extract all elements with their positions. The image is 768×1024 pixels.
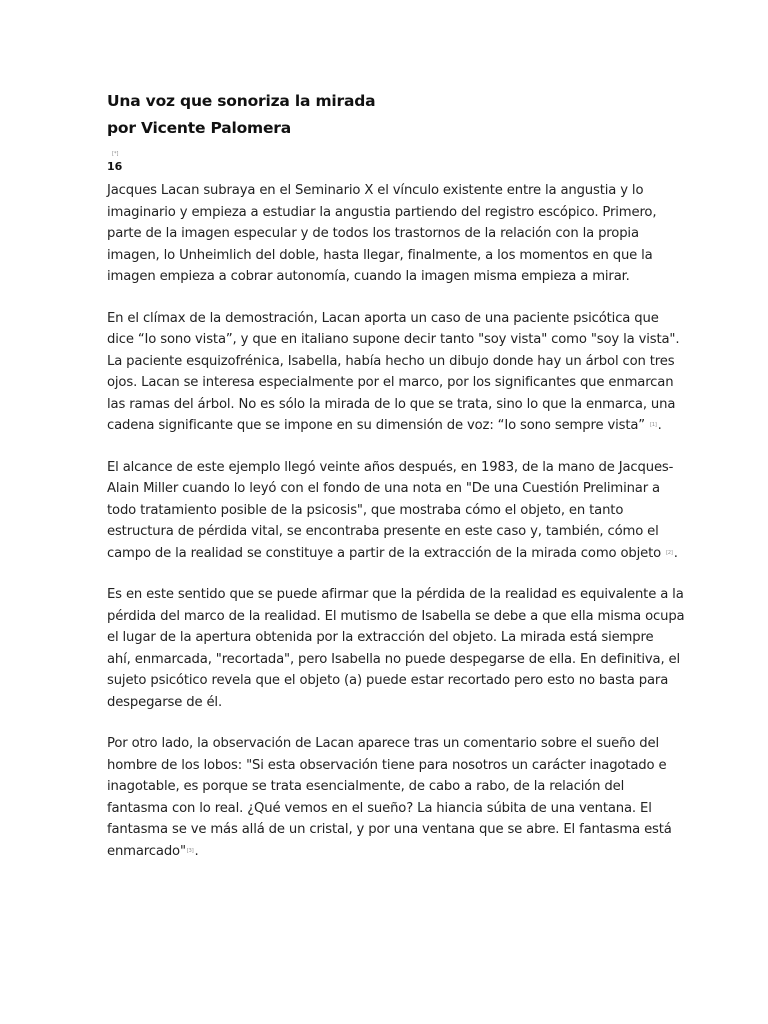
- paragraph-line: despegarse de él.: [107, 694, 222, 710]
- paragraph-line: imaginario y empieza a estudiar la angustia partiendo del registro escópico. Primero,: [107, 204, 657, 220]
- reference-number: 16: [107, 160, 123, 173]
- paragraph-tail: .: [673, 545, 678, 561]
- footnote-link[interactable]: [1]: [650, 422, 657, 428]
- paragraph-line: imagen empieza a cobrar autonomía, cuando la imagen misma empieza a mirar.: [107, 269, 630, 284]
- paragraph-tail: .: [194, 843, 199, 859]
- reference-mark[interactable]: [*]: [112, 151, 119, 157]
- paragraph-line: imagen, lo Unheimlich del doble, hasta llegar, finalmente, a los momentos en que la: [107, 247, 653, 263]
- paragraph-line: El alcance de este ejemplo llegó veinte años después, en 1983, de la mano de Jacques-: [107, 459, 674, 475]
- paragraph-3: [107, 457, 678, 565]
- paragraph-line: hombre de los lobos: "Si esta observación tiene para nosotros un carácter inagotado e: [107, 757, 667, 773]
- paragraph-line: ojos. Lacan se interesa especialmente por el marco, por los significantes que enmarcan: [107, 375, 674, 390]
- paragraph-line: ahí, enmarcada, "recortada", pero Isabella no puede despegarse de ella. En definitiva, el: [107, 651, 681, 667]
- article-author: por Vicente Palomera: [107, 119, 292, 137]
- paragraph-line: inagotable, es porque se trata esencialmente, de cabo a rabo, de la relación del: [107, 779, 625, 794]
- paragraph-last-line: [107, 543, 678, 565]
- paragraph-line: dice “Io sono vista”, y que en italiano supone decir tanto "soy vista" como "soy la vista".: [107, 332, 680, 347]
- reference-block: [107, 150, 663, 180]
- paragraph-last-line: [107, 841, 663, 863]
- paragraph-line: fantasma se ve más allá de un cristal, y por una ventana que se abre. El fantasma está: [107, 822, 672, 837]
- paragraph-line: el lugar de la apertura obtenida por la extracción del objeto. La mirada está siempre: [107, 630, 654, 645]
- paragraph-4: [107, 584, 685, 713]
- paragraph-line-text: campo de la realidad se constituye a partir de la extracción de la mirada como objeto: [107, 545, 662, 561]
- paragraph-line-text: cadena significante que se impone en su dimensión de voz: “Io sono sempre vista”: [107, 418, 645, 433]
- paragraph-line: Alain Miller cuando lo leyó con el fondo de una nota en "De una Cuestión Preliminar a: [107, 481, 660, 496]
- paragraph-2: [107, 308, 680, 437]
- paragraph-line: todo tratamiento posible de la psicosis", que mostraba cómo el objeto, en tanto: [107, 502, 624, 518]
- paragraph-line: parte de la imagen especular y de todos los trastornos de la relación con la propia: [107, 226, 639, 241]
- paragraph-line: Es en este sentido que se puede afirmar que la pérdida de la realidad es equivalente a la: [107, 587, 684, 602]
- article-title: Una voz que sonoriza la mirada: [107, 92, 376, 110]
- paragraph-last-line: [107, 415, 663, 437]
- paragraph-1: [107, 180, 663, 288]
- paragraph-line: estructura de pérdida vital, se encontraba presente en este caso y, también, cómo el: [107, 524, 659, 539]
- paragraph-line: las ramas del árbol. No es sólo la mirada de lo que se trata, sino lo que la enmarca, una: [107, 396, 676, 412]
- paragraph-line: sujeto psicótico revela que el objeto (a) puede estar recortado pero esto no basta para: [107, 673, 669, 688]
- footnote-link[interactable]: [3]: [186, 847, 194, 854]
- footnote-link[interactable]: [2]: [666, 549, 673, 556]
- paragraph-tail: .: [657, 418, 662, 433]
- paragraph-line: fantasma con lo real. ¿Qué vemos en el sueño? La hiancia súbita de una ventana. El: [107, 800, 652, 816]
- paragraph-line: En el clímax de la demostración, Lacan aporta un caso de una paciente psicótica que: [107, 310, 659, 326]
- paragraph-line: La paciente esquizofrénica, Isabella, había hecho un dibujo donde hay un árbol con tres: [107, 353, 675, 369]
- document-page: [107, 88, 685, 882]
- paragraph-line-text: enmarcado": [107, 843, 186, 859]
- paragraph-line: Jacques Lacan subraya en el Seminario X el vínculo existente entre la angustia y lo: [107, 183, 644, 198]
- paragraph-5: [107, 733, 672, 862]
- paragraph-line: pérdida del marco de la realidad. El mutismo de Isabella se debe a que ella misma ocupa: [107, 608, 685, 624]
- paragraph-line: Por otro lado, la observación de Lacan aparece tras un comentario sobre el sueño del: [107, 736, 659, 751]
